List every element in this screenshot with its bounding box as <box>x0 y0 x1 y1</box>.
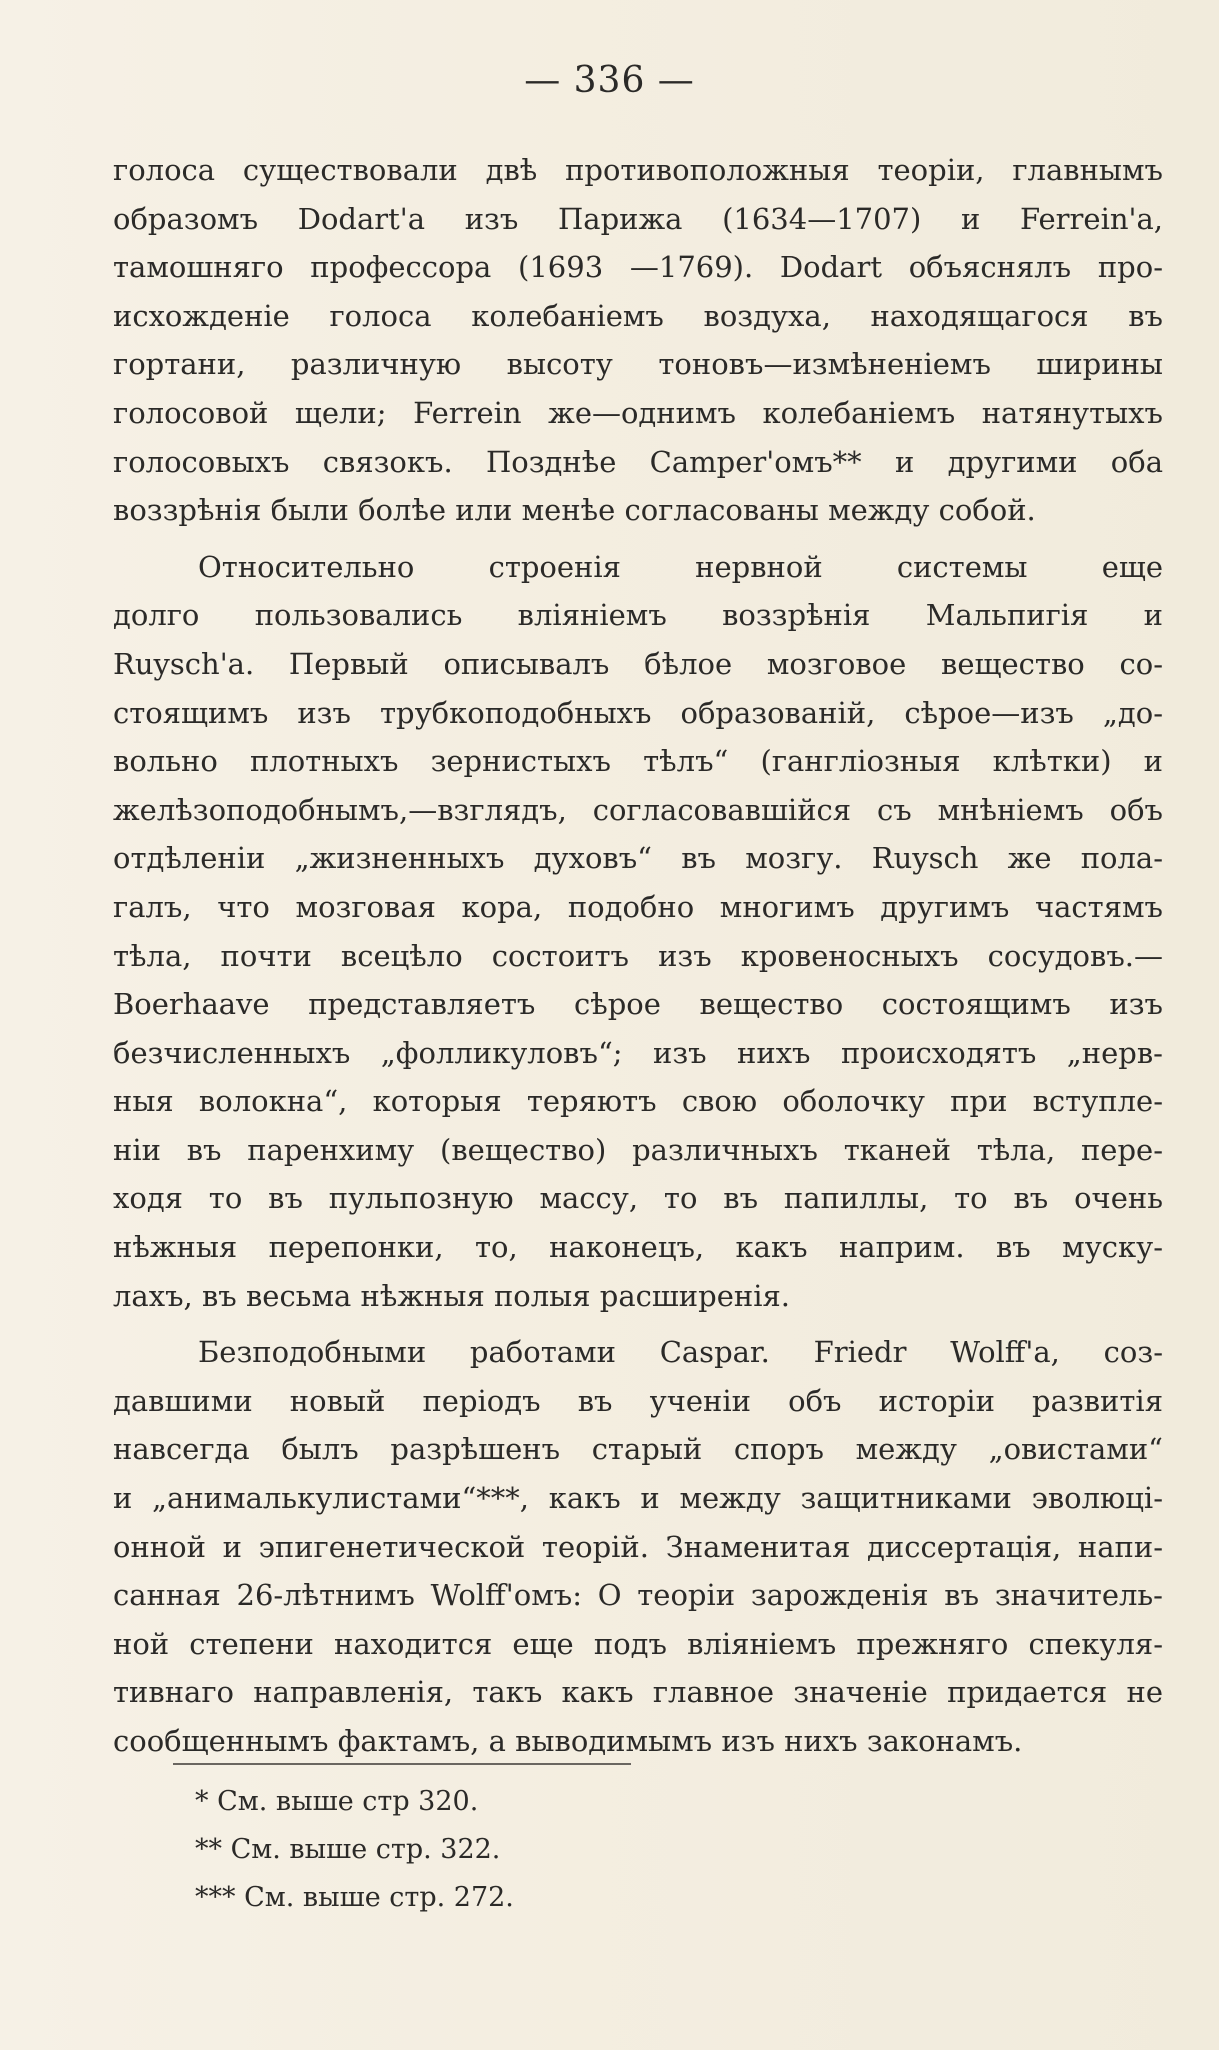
text-line: исхожденіе голоса колебаніемъ воздуха, находящагося въ <box>113 298 1163 333</box>
text-line: голосовыхъ связокъ. Позднѣе Camper'омъ** и другими оба <box>113 444 1163 479</box>
text-line: лахъ, въ весьма нѣжныя полыя расширенія. <box>113 1278 790 1313</box>
text-line: голоса существовали двѣ противоположныя теоріи, главнымъ <box>113 153 1163 187</box>
text-line: тивнаго направленія, такъ какъ главное значеніе придается не <box>113 1675 1163 1710</box>
footnote: ** См. выше стр. 322. <box>195 1834 501 1865</box>
text-line: ныя волокна“, которыя теряютъ свою оболочку при вступле- <box>113 1084 1163 1119</box>
text-line: ходя то въ пульпозную массу, то въ папиллы, то въ очень <box>113 1181 1163 1216</box>
footnote: * См. выше стр 320. <box>195 1786 479 1817</box>
paragraph-gap <box>113 1320 1163 1328</box>
text-line: желѣзоподобнымъ,—взглядъ, согласовавшійся съ мнѣніемъ объ <box>113 792 1163 827</box>
text-line: образомъ Dodart'a изъ Парижа (1634—1707) и Ferrein'a, <box>113 201 1163 236</box>
text-line: Безподобными работами Caspar. Friedr Wolff'a, соз- <box>198 1335 1163 1370</box>
text-line: галъ, что мозговая кора, подобно многимъ другимъ частямъ <box>113 889 1163 924</box>
text-line: отдѣленіи „жизненныхъ духовъ“ въ мозгу. Ruysch же пола- <box>113 841 1163 876</box>
text-line: сообщеннымъ фактамъ, а выводимымъ изъ нихъ законамъ. <box>113 1724 1023 1758</box>
text-line: стоящимъ изъ трубкоподобныхъ образованій, сѣрое—изъ „до- <box>113 695 1163 730</box>
text-line: ніи въ паренхиму (вещество) различныхъ тканей тѣла, пере- <box>113 1132 1163 1167</box>
text-line: Boerhaave представляетъ сѣрое вещество состоящимъ изъ <box>113 987 1163 1022</box>
text-line: Относительно строенія нервной системы еще <box>198 549 1163 584</box>
footnote: *** См. выше стр. 272. <box>195 1882 514 1913</box>
text-line: безчисленныхъ „фолликуловъ“; изъ нихъ происходятъ „нерв- <box>113 1035 1163 1070</box>
text-line: тѣла, почти всецѣло состоитъ изъ кровеносныхъ сосудовъ.— <box>113 938 1163 973</box>
footnote-divider <box>173 1763 631 1765</box>
text-line: тамошняго профессора (1693 —1769). Dodart объяснялъ про- <box>113 250 1163 285</box>
text-line: санная 26-лѣтнимъ Wolff'омъ: О теоріи зарожденія въ значитель- <box>113 1578 1163 1613</box>
text-line: воззрѣнія были болѣе или менѣе согласованы между собой. <box>113 493 1036 528</box>
text-line: давшими новый періодъ въ ученіи объ исторіи развитія <box>113 1383 1163 1418</box>
text-line: Ruysch'a. Первый описывалъ бѣлое мозговое вещество со- <box>113 646 1163 681</box>
text-line: и „анималькулистами“***, какъ и между защитниками эволюці- <box>113 1481 1163 1516</box>
text-line: онной и эпигенетической теорій. Знаменитая диссертація, напи- <box>113 1529 1163 1564</box>
text-line: долго пользовались вліяніемъ воззрѣнія Мальпигія и <box>113 598 1163 633</box>
footnotes <box>195 1778 514 1922</box>
text-line: ной степени находится еще подъ вліяніемъ прежняго спекуля- <box>113 1626 1163 1661</box>
text-line: вольно плотныхъ зернистыхъ тѣлъ“ (гангліозныя клѣтки) и <box>113 744 1163 779</box>
text-line: голосовой щели; Ferrein же—однимъ колебаніемъ натянутыхъ <box>113 395 1163 430</box>
main-text <box>113 146 1163 1766</box>
text-line: нѣжныя перепонки, то, наконецъ, какъ наприм. въ муску- <box>113 1230 1163 1265</box>
page-number: — 336 — <box>524 60 695 101</box>
paragraph-gap <box>113 535 1163 543</box>
text-line: навсегда былъ разрѣшенъ старый споръ между „овистами“ <box>113 1432 1163 1467</box>
text-line: гортани, различную высоту тоновъ—измѣненіемъ ширины <box>113 347 1163 382</box>
